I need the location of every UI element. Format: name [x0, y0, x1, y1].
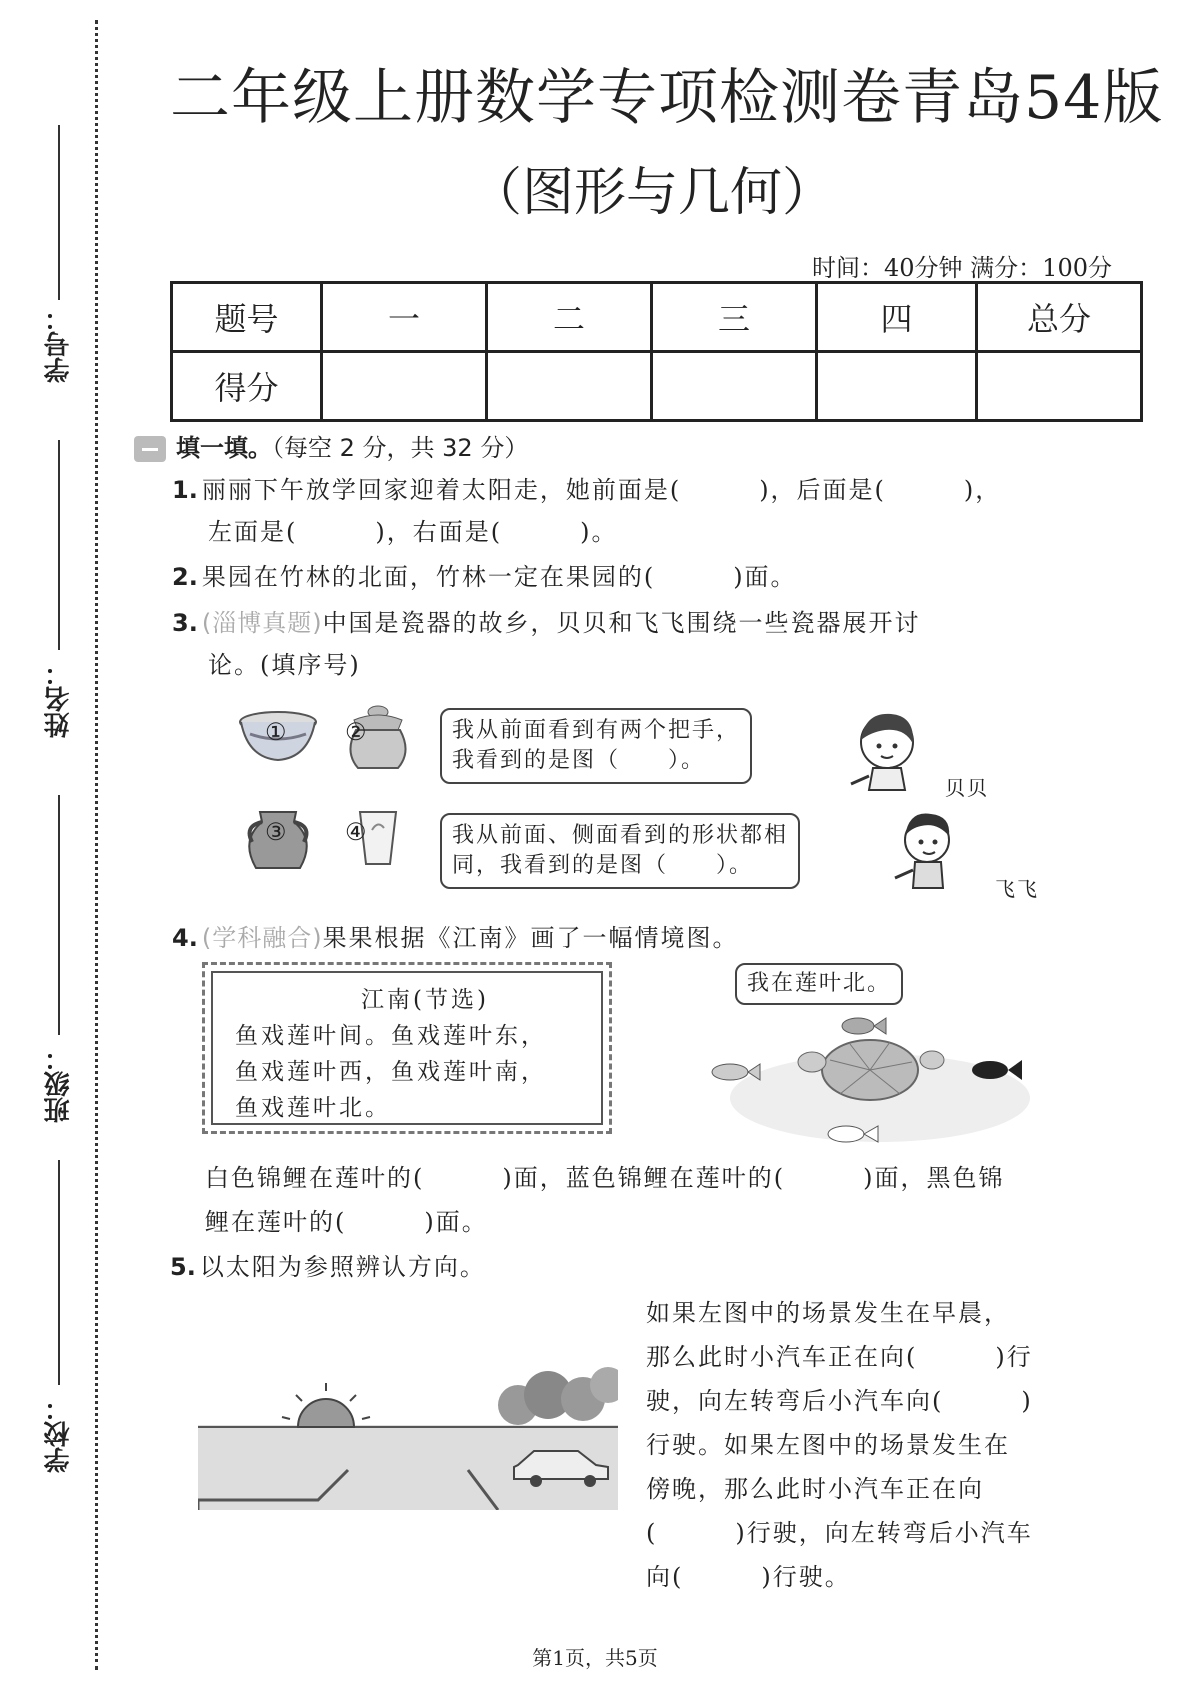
poem-line1: 鱼戏莲叶间。鱼戏莲叶东， [235, 1023, 547, 1049]
score-row-label: 得分 [172, 352, 322, 421]
label-3: ③ [265, 818, 287, 846]
bubble2-line1: 我从前面、侧面看到的形状都相 [452, 823, 789, 848]
poem-box [202, 962, 612, 1134]
score-table [170, 281, 1143, 422]
q4-answer-line1: 白色锦鲤在莲叶的( )面，蓝色锦鲤在莲叶的( )面，黑色锦 [205, 1164, 1005, 1192]
student-id-line [58, 125, 60, 300]
q2-number: 2. [172, 563, 198, 591]
q5-text1: 以太阳为参照辨认方向。 [199, 1253, 486, 1281]
bubble2-line2: 同，我看到的是图（ ）。 [452, 853, 754, 878]
label-4: ④ [345, 818, 367, 846]
beibei-girl-icon [851, 714, 913, 790]
q5-number: 5. [170, 1253, 196, 1281]
sunrise-road-illustration [198, 1355, 618, 1510]
section-heading [134, 428, 528, 463]
label-1: ① [265, 718, 287, 746]
sun-icon [282, 1383, 370, 1427]
score-header-cell: 总分 [977, 283, 1142, 352]
q4-line1 [172, 918, 739, 953]
q5-right-line5: 傍晚，那么此时小汽车正在向 [646, 1475, 984, 1503]
score-table-header-row [172, 283, 1142, 352]
page-title: 二年级上册数学专项检测卷青岛54版 [170, 63, 1164, 133]
q3-text1: 中国是瓷器的故乡，贝贝和飞飞围绕一些瓷器展开讨 [322, 609, 921, 637]
fish-speech-bubble: 我在莲叶北。 [735, 963, 903, 1005]
name-label: 姓名： [44, 660, 74, 738]
score-header-cell: 三 [652, 283, 817, 352]
score-header-cell: 一 [322, 283, 487, 352]
q5-right-line7: 向( )行驶。 [646, 1563, 851, 1591]
score-cell[interactable] [322, 352, 487, 421]
trees-icon [498, 1367, 618, 1425]
q4-answer-line2: 鲤在莲叶的( )面。 [205, 1208, 488, 1236]
q1-number: 1. [172, 476, 198, 504]
q5-right-line6: ( )行驶，向左转弯后小汽车 [646, 1519, 1033, 1547]
q5-right-line4: 行驶。如果左图中的场景发生在 [646, 1431, 1010, 1459]
q3-line2: 论。(填序号) [208, 651, 361, 679]
poem-title: 江南(节选) [361, 987, 489, 1013]
q4-number: 4. [172, 924, 198, 952]
q3-line1 [172, 603, 921, 638]
feifei-speech-bubble [440, 813, 800, 889]
bubble1-line1: 我从前面看到有两个把手， [452, 718, 741, 743]
q2-line1 [172, 557, 797, 592]
score-header-cell: 四 [817, 283, 977, 352]
feifei-name: 飞飞 [995, 877, 1039, 901]
bubble1-line2: 我看到的是图（ ）。 [452, 748, 706, 773]
black-fish-east-icon [972, 1060, 1022, 1080]
q1-text1: 丽丽下午放学回家迎着太阳走，她前面是( )，后面是( )， [201, 476, 1002, 504]
score-cell[interactable] [977, 352, 1142, 421]
poem-frame [211, 971, 603, 1125]
lotus-leaf-icon [822, 1040, 918, 1100]
exam-meta: 时间：40分钟 满分：100分 [812, 254, 1112, 282]
name-line [58, 440, 60, 650]
q3-tag: (淄博真题) [201, 609, 323, 637]
score-cell[interactable] [652, 352, 817, 421]
page-subtitle: （图形与几何） [470, 163, 835, 223]
class-label: 班级： [44, 1045, 74, 1123]
score-cell[interactable] [817, 352, 977, 421]
poem-line3: 鱼戏莲叶北。 [235, 1095, 391, 1121]
cut-line [95, 20, 98, 1670]
section-title: 填一填。 [176, 434, 272, 462]
lotus-pond-illustration [700, 1010, 1040, 1150]
fish-north-icon [842, 1018, 886, 1034]
section-number-icon [134, 436, 166, 462]
section-note: （每空 2 分，共 32 分） [272, 434, 529, 462]
student-id-label: 学号： [44, 305, 74, 383]
q5-right-line2: 那么此时小汽车正在向( )行 [646, 1343, 1033, 1371]
q5-line1 [170, 1247, 486, 1282]
beibei-speech-bubble [440, 708, 752, 784]
school-label: 学校： [44, 1395, 74, 1473]
score-table-score-row [172, 352, 1142, 421]
q3-number: 3. [172, 609, 198, 637]
q5-right-line3: 驶，向左转弯后小汽车向( ) [646, 1387, 1033, 1415]
q1-line1 [172, 470, 1001, 505]
class-line [58, 795, 60, 1035]
page-footer: 第1页，共5页 [532, 1646, 658, 1670]
poem-line2: 鱼戏莲叶西，鱼戏莲叶南， [235, 1059, 547, 1085]
q2-text1: 果园在竹林的北面，竹林一定在果园的( )面。 [201, 563, 797, 591]
label-2: ② [345, 718, 367, 746]
q4-text1: 果果根据《江南》画了一幅情境图。 [322, 924, 739, 952]
q1-line2: 左面是( )，右面是( )。 [208, 518, 618, 546]
score-header-cell: 题号 [172, 283, 322, 352]
beibei-name: 贝贝 [945, 776, 989, 800]
score-cell[interactable] [487, 352, 652, 421]
feifei-boy-icon [895, 813, 949, 888]
school-line [58, 1160, 60, 1385]
score-header-cell: 二 [487, 283, 652, 352]
q4-tag: (学科融合) [201, 924, 323, 952]
q5-right-line1: 如果左图中的场景发生在早晨， [646, 1299, 1010, 1327]
